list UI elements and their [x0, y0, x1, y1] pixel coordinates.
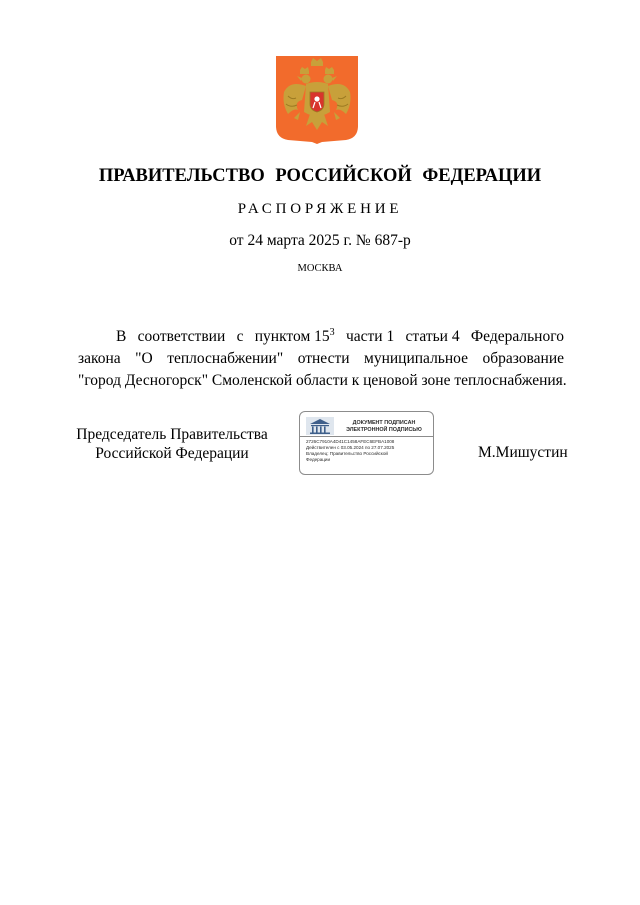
- body-word: образование: [482, 350, 564, 367]
- government-title: ПРАВИТЕЛЬСТВО РОССИЙСКОЙ ФЕДЕРАЦИИ: [98, 166, 542, 186]
- body-word: статьи 4: [405, 328, 460, 345]
- stamp-divider: [300, 436, 433, 437]
- decree-body-text: [78, 326, 567, 392]
- document-city: МОСКВА: [297, 263, 343, 274]
- body-word: пунктом 15: [254, 328, 330, 345]
- superscript: 3: [329, 327, 335, 338]
- body-word: отнести: [297, 350, 350, 367]
- stamp-details: [306, 439, 394, 463]
- body-word: закона: [78, 350, 121, 367]
- government-building-icon: [306, 417, 334, 435]
- signer-position-line: Российской Федерации: [95, 445, 249, 462]
- body-word: Федерального: [470, 328, 564, 345]
- body-line-3: [78, 370, 567, 392]
- stamp-title: [336, 420, 432, 434]
- body-word: теплоснабжении": [167, 350, 284, 367]
- coat-of-arms-emblem: [276, 56, 358, 144]
- body-word: части 1: [345, 328, 395, 345]
- body-word: с: [236, 328, 244, 345]
- body-line-2: [78, 348, 564, 370]
- signer-position-line: Председатель Правительства: [76, 426, 268, 443]
- stamp-owner: Федерации: [306, 457, 331, 462]
- body-line-text: "город Десногорск" Смоленской области к ценовой зоне теплоснабжения.: [78, 372, 567, 389]
- double-headed-eagle-icon: [276, 56, 358, 144]
- body-line-1: [78, 326, 564, 348]
- document-date-number: от 24 марта 2025 г. № 687-р: [229, 232, 411, 249]
- signer-name: М.Мишустин: [478, 444, 568, 461]
- body-word: муниципальное: [364, 350, 468, 367]
- stamp-validity: Действителен с 03.05.2024 по 27.07.2025: [306, 445, 395, 450]
- body-word: В: [116, 328, 127, 345]
- body-word: соответствии: [137, 328, 226, 345]
- stamp-owner: Владелец: Правительство Российской: [306, 451, 388, 456]
- body-word-with-superscript: [255, 326, 335, 348]
- electronic-signature-stamp: [299, 411, 434, 475]
- signer-position: [74, 425, 270, 463]
- body-word: "О: [135, 350, 153, 367]
- stamp-title-line: ДОКУМЕНТ ПОДПИСАН: [352, 420, 416, 426]
- document-type: РАСПОРЯЖЕНИЕ: [237, 201, 403, 217]
- stamp-title-line: ЭЛЕКТРОННОЙ ПОДПИСЬЮ: [346, 427, 422, 433]
- stamp-certificate: 2726C7910A4D41C1458AFEC6EFBA1008: [306, 439, 395, 444]
